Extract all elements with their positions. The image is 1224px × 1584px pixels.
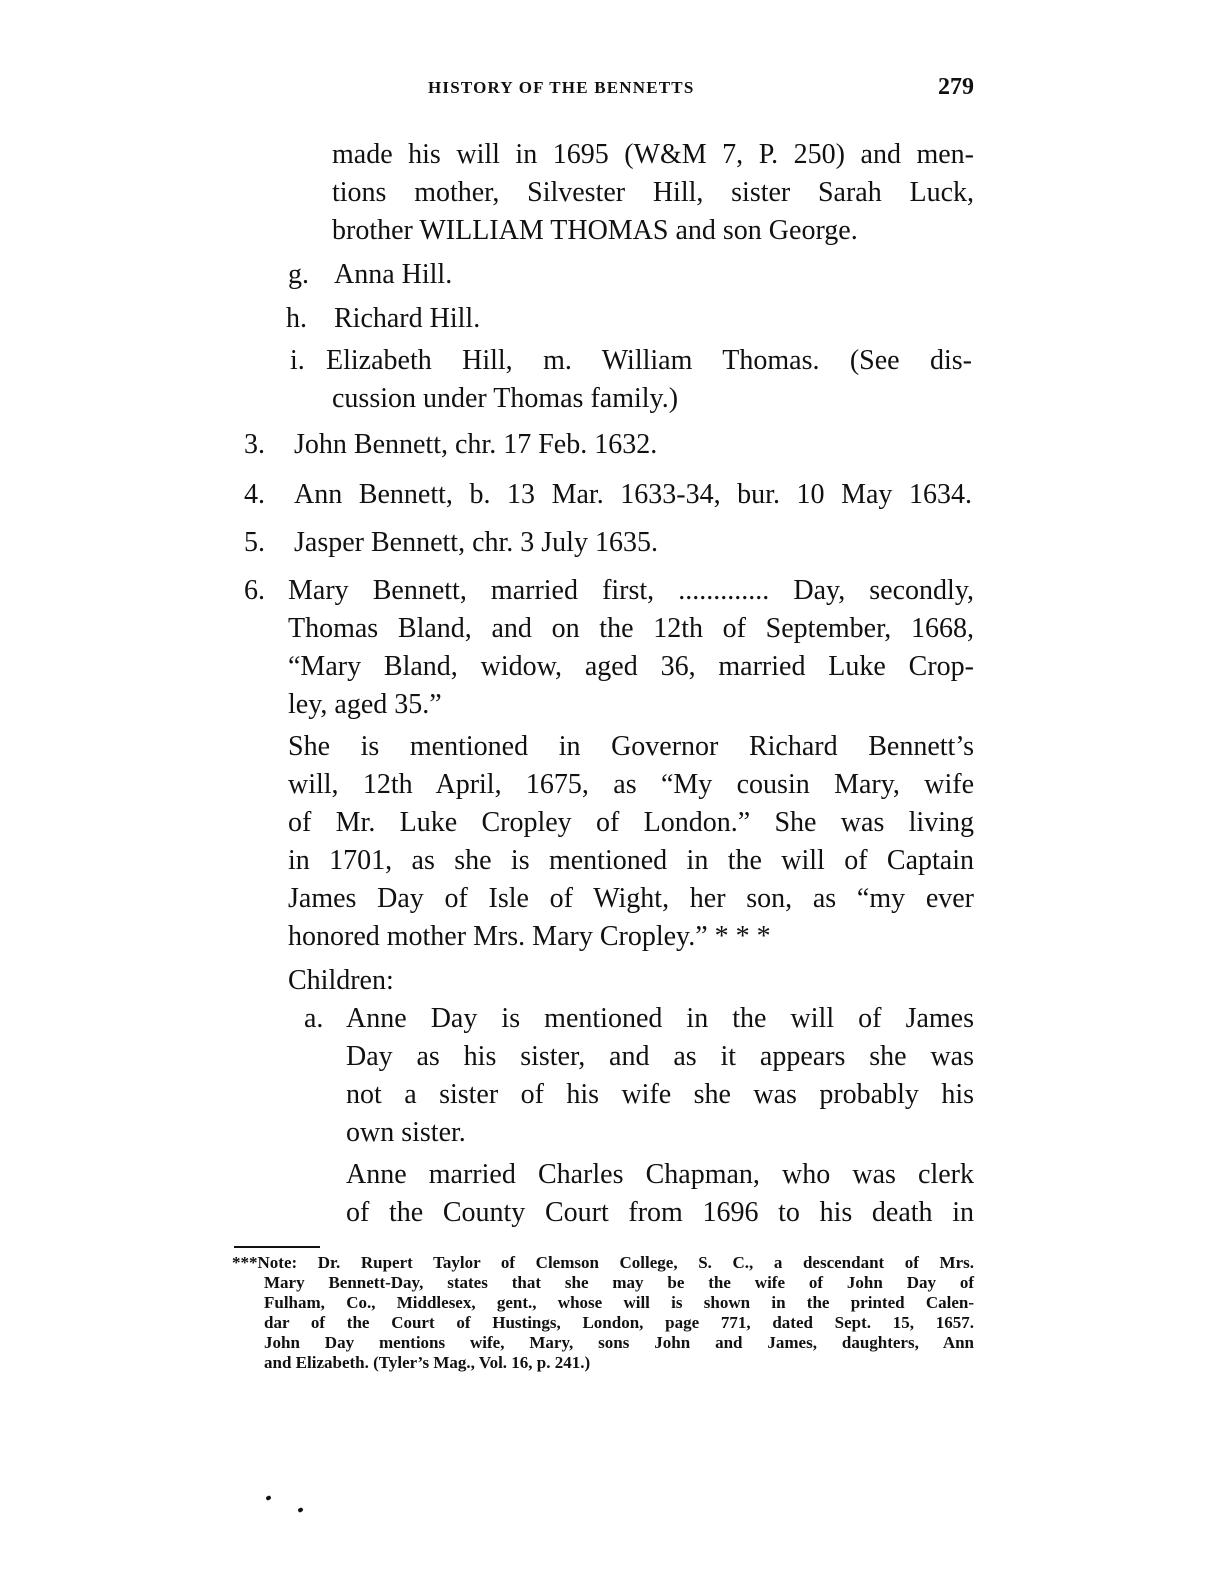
list-item-continuation: Thomas Bland, and on the 12th of September, 1668, [288,613,974,644]
list-item-continuation: own sister. [346,1117,466,1148]
list-item-continuation: not a sister of his wife she was probably his [346,1079,974,1110]
paragraph-line: in 1701, as she is mentioned in the will of Captain [288,845,974,876]
list-item: Anna Hill. [334,259,453,290]
list-marker: 6. [244,575,265,606]
list-item-continuation: cussion under Thomas family.) [332,383,679,414]
footnote-rule [234,1246,320,1248]
list-marker: h. [286,303,307,334]
footnote-line: dar of the Court of Hustings, London, page 771, dated Sept. 15, 1657. [264,1313,974,1332]
list-item: Richard Hill. [334,303,481,334]
continuation-line: made his will in 1695 (W&M 7, P. 250) and men- [332,139,974,170]
paragraph-line: of Mr. Luke Cropley of London.” She was living [288,807,974,838]
scan-speck [297,1507,303,1513]
footnote-line: and Elizabeth. (Tyler’s Mag., Vol. 16, p. 241.) [264,1353,591,1372]
continuation-line: brother WILLIAM THOMAS and son George. [332,215,858,246]
paragraph-line: She is mentioned in Governor Richard Bennett’s [288,731,974,762]
list-item: Ann Bennett, b. 13 Mar. 1633-34, bur. 10 May 1634. [294,479,972,510]
paragraph-line: Anne married Charles Chapman, who was clerk [346,1159,974,1190]
running-header [428,76,978,106]
list-item: Anne Day is mentioned in the will of James [346,1003,974,1034]
list-item-continuation: ley, aged 35.” [288,689,442,720]
paragraph-line: honored mother Mrs. Mary Cropley.” * * * [288,921,771,952]
list-item: Elizabeth Hill, m. William Thomas. (See dis- [326,345,972,376]
footnote-line: Fulham, Co., Middlesex, gent., whose will is shown in the printed Calen- [264,1293,974,1312]
list-marker: i. [290,345,305,376]
continuation-line: tions mother, Silvester Hill, sister Sarah Luck, [332,177,974,208]
footnote-line: ***Note: Dr. Rupert Taylor of Clemson College, S. C., a descendant of Mrs. [232,1253,974,1272]
list-item-continuation: “Mary Bland, widow, aged 36, married Luke Crop- [288,651,974,682]
footnote-line: Mary Bennett-Day, states that she may be the wife of John Day of [264,1273,974,1292]
running-title: HISTORY OF THE BENNETTS [428,78,695,97]
list-marker: a. [304,1003,324,1034]
page-number: 279 [938,74,974,100]
list-marker: g. [288,259,309,290]
footnote-line: John Day mentions wife, Mary, sons John and James, daughters, Ann [264,1333,974,1352]
paragraph-line: will, 12th April, 1675, as “My cousin Mary, wife [288,769,974,800]
children-label: Children: [288,965,394,996]
list-marker: 3. [244,429,265,460]
paragraph-line: of the County Court from 1696 to his death in [346,1197,974,1228]
list-item: Jasper Bennett, chr. 3 July 1635. [294,527,658,558]
list-marker: 5. [244,527,265,558]
list-marker: 4. [244,479,265,510]
scan-speck [265,1495,271,1501]
list-item: John Bennett, chr. 17 Feb. 1632. [294,429,658,460]
paragraph-line: James Day of Isle of Wight, her son, as “my ever [288,883,974,914]
list-item-continuation: Day as his sister, and as it appears she was [346,1041,974,1072]
list-item: Mary Bennett, married first, ............. Day, secondly, [288,575,974,606]
